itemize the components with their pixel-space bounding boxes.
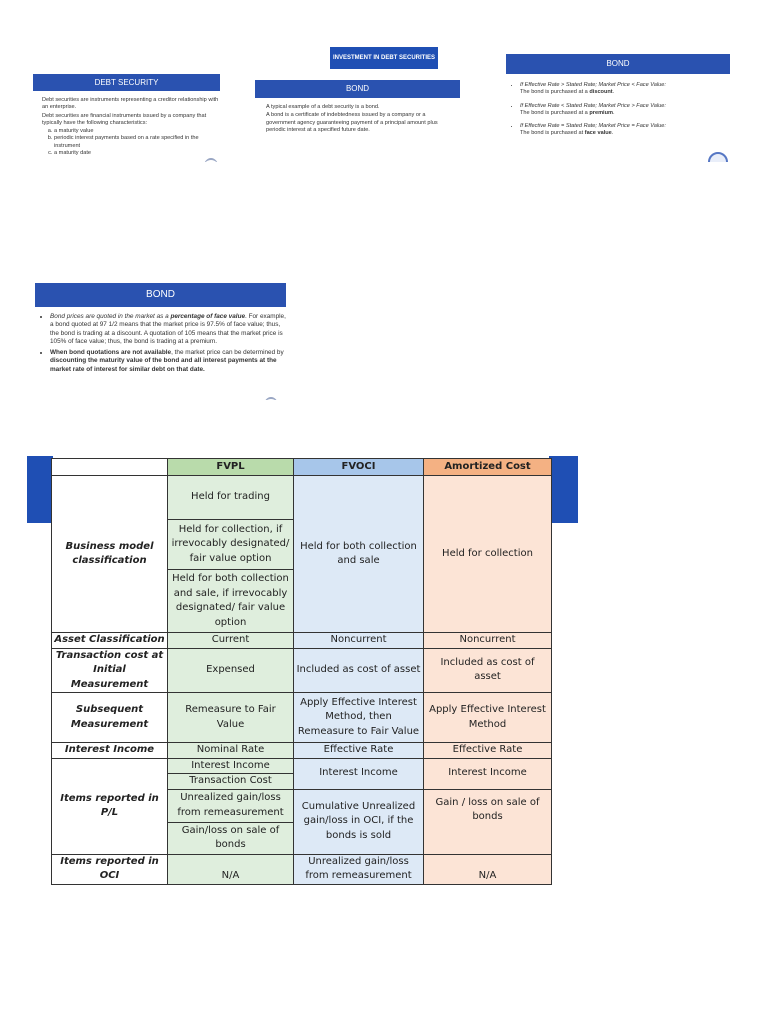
condition-text: If Effective Rate > Stated Rate; Market Price < Face Value:: [520, 82, 666, 88]
table-cell: Apply Effective Interest Method, then Remeasure to Fair Value: [294, 693, 424, 743]
table-cell: Gain/loss on sale of bonds: [168, 822, 294, 854]
slide-debt-security: [28, 70, 224, 162]
punctuation: .: [612, 109, 615, 116]
table-cell: Noncurrent: [424, 633, 552, 649]
table-cell: N/A: [424, 854, 552, 884]
body-text: Bond prices are quoted in the market as a: [50, 313, 169, 320]
result-text: The bond is purchased at a: [520, 89, 588, 96]
body-text: Debt securities are instruments representing a creditor relationship with an enterprise.: [42, 97, 219, 111]
table-cell: Held for collection: [424, 476, 552, 633]
slide-header: DEBT SECURITY: [33, 74, 220, 91]
body-text: , the market price can be determined by: [171, 348, 284, 356]
table-row: [52, 693, 552, 743]
table-cell: Nominal Rate: [168, 743, 294, 759]
header-amortized-cost: Amortized Cost: [424, 459, 552, 476]
table-row: [52, 648, 552, 693]
row-label-pl: Items reported in P/L: [52, 758, 168, 854]
slide-body: [508, 82, 728, 144]
list-item: a. a maturity value: [54, 128, 220, 135]
body-text: A bond is a certificate of indebtedness issued by a company or a government agency guaranteeing payment of a principal amount plus periodic interest at a specified future date.: [266, 112, 438, 133]
table-cell: Gain / loss on sale of bonds: [424, 789, 552, 854]
table-row: [52, 743, 552, 759]
body-text: Debt securities are financial instruments issued by a company that typically have the following characteristics:: [42, 112, 207, 126]
slide-header: BOND: [255, 80, 460, 98]
emphasis-text: discounting the maturity value of the bond and all interest payments at the market rate of interest for similar debt on that date.: [50, 357, 277, 373]
row-label-subsequent-measurement: Subsequent Measurement: [52, 693, 168, 743]
row-label-asset-classification: Asset Classification: [52, 633, 168, 649]
list-item: [520, 123, 728, 138]
emphasis-text: When bond quotations are not available: [50, 348, 172, 356]
condition-text: If Effective Rate = Stated Rate; Market Price = Face Value:: [520, 123, 666, 130]
comparison-table: [51, 458, 552, 885]
list-item: [50, 313, 288, 347]
slide-body: [36, 313, 288, 380]
blue-band-right: [549, 456, 578, 523]
result-key: face value: [584, 130, 612, 137]
quotes-list: [36, 313, 288, 374]
table-cell: Unrealized gain/loss from remeasurement: [168, 789, 294, 822]
slide-body: [266, 104, 456, 135]
list-item: [50, 349, 288, 374]
table-cell: Apply Effective Interest Method: [424, 693, 552, 743]
table-row: [52, 476, 552, 520]
section-title-badge: INVESTMENT IN DEBT SECURITIES: [330, 47, 438, 69]
punctuation: .: [611, 130, 614, 137]
slide-bond-rates: [502, 52, 734, 162]
table-cell: Held for both collection and sale: [294, 476, 424, 633]
table-cell: Included as cost of asset: [424, 648, 552, 693]
slide-body: [42, 97, 220, 157]
condition-text: If Effective Rate < Stated Rate; Market Price > Face Value:: [520, 102, 666, 109]
table-cell: Held for collection, if irrevocably designated/ fair value option: [168, 520, 294, 570]
slide-bond-quotes: [28, 280, 292, 400]
table-cell: Included as cost of asset: [294, 648, 424, 693]
table-cell: Noncurrent: [294, 633, 424, 649]
result-text: The bond is purchased at: [520, 130, 584, 137]
row-label-transaction-cost: Transaction cost at Initial Measurement: [52, 648, 168, 693]
table-cell: Cumulative Unrealized gain/loss in OCI, if the bonds is sold: [294, 789, 424, 854]
table-cell: N/A: [168, 854, 294, 884]
table-cell: Effective Rate: [424, 743, 552, 759]
list-item: c. a maturity date: [54, 150, 220, 157]
blue-band-left: [27, 456, 53, 523]
header-fvpl: FVPL: [168, 459, 294, 476]
table-cell: Held for both collection and sale, if irrevocably designated/ fair value option: [168, 570, 294, 633]
rates-list: [508, 82, 728, 138]
body-text: . For example, a bond quoted at 97 1/2 means that the market price is 97.5% of face value; thus, the bond is trading at a discount. A quotation of 105 means that the market price is 105% of face value; thus, the bond is trading at a premium.: [50, 313, 286, 346]
table-cell: Unrealized gain/loss from remeasurement: [294, 854, 424, 884]
header-corner: [52, 459, 168, 476]
table-header-row: [52, 459, 552, 476]
table-cell: Interest Income: [168, 758, 294, 774]
list-item: [520, 103, 728, 118]
result-text: The bond is purchased at a: [520, 109, 588, 116]
table-cell: Interest Income: [424, 758, 552, 789]
table-cell: Effective Rate: [294, 743, 424, 759]
logo-icon: [204, 158, 218, 162]
characteristics-list: [42, 128, 220, 157]
table-cell: Held for trading: [168, 476, 294, 520]
table-row: [52, 854, 552, 884]
table-cell: Transaction Cost: [168, 774, 294, 790]
emphasis-text: percentage of face value: [170, 313, 246, 320]
row-label-business-model: Business model classification: [52, 476, 168, 633]
row-label-interest-income: Interest Income: [52, 743, 168, 759]
slide-header: BOND: [35, 283, 286, 307]
list-item: b. periodic interest payments based on a rate specified in the instrument: [54, 135, 220, 150]
table-cell: Expensed: [168, 648, 294, 693]
row-label-oci: Items reported in OCI: [52, 854, 168, 884]
table-row: [52, 633, 552, 649]
table-cell: Remeasure to Fair Value: [168, 693, 294, 743]
table-row: [52, 758, 552, 774]
header-fvoci: FVOCI: [294, 459, 424, 476]
logo-icon: [264, 397, 278, 400]
slide-header: BOND: [506, 54, 730, 74]
result-key: discount: [589, 89, 613, 96]
table-cell: Interest Income: [294, 758, 424, 789]
list-item: [520, 82, 728, 97]
result-key: premium: [589, 109, 613, 116]
body-text: A typical example of a debt security is a bond.: [266, 104, 380, 110]
logo-icon: [708, 152, 728, 162]
table-cell: Current: [168, 633, 294, 649]
punctuation: .: [612, 89, 615, 96]
slide-bond-intro: [250, 44, 470, 162]
